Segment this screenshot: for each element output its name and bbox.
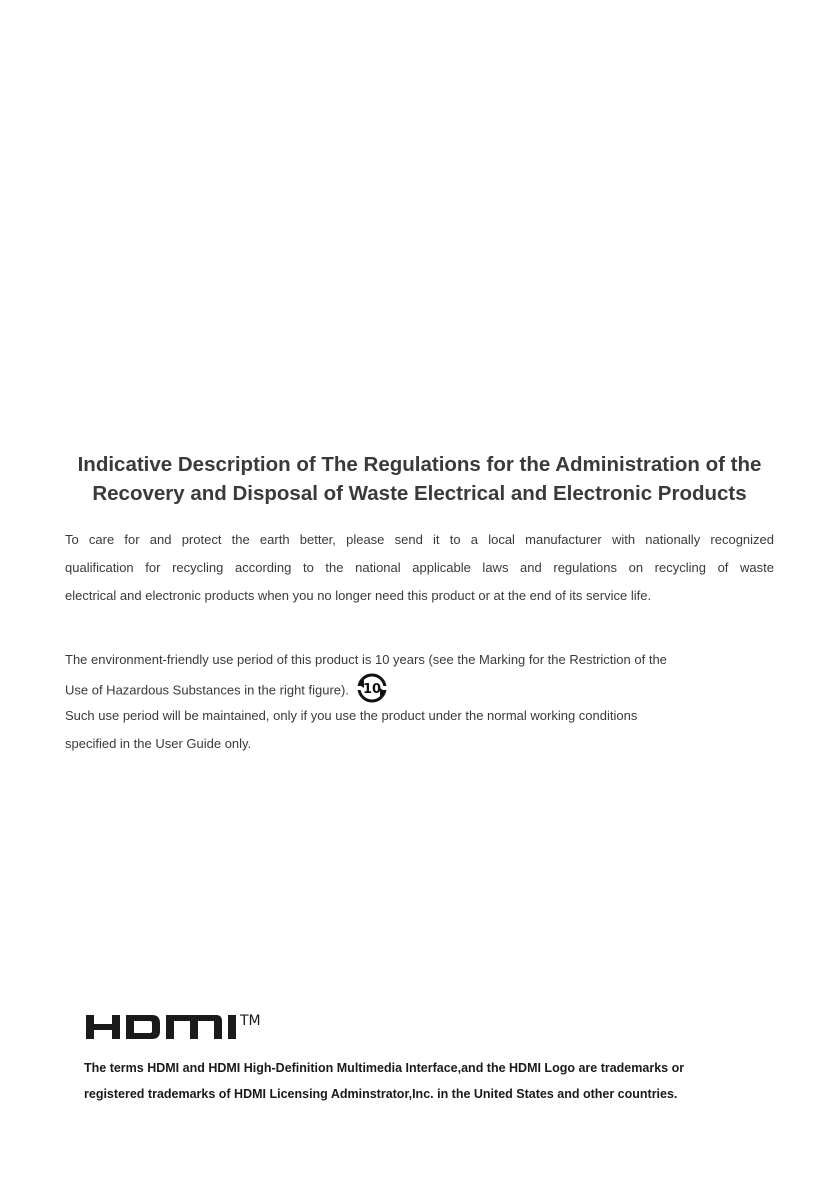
conditions-line-2: specified in the User Guide only. xyxy=(65,736,252,751)
title-line-1: Indicative Description of The Regulations for the Administration of the xyxy=(77,453,762,476)
recycling-line-1: To care for and protect the earth better, please send it to a local manufacturer with nationally recognized xyxy=(65,532,774,547)
conditions-paragraph xyxy=(65,702,765,758)
recycling-line-2: qualification for recycling according to the national applicable laws and regulations on recycling of waste xyxy=(65,560,774,575)
hdmi-notice-line-1: The terms HDMI and HDMI High-Definition Multimedia Interface,and the HDMI Logo are trademarks or xyxy=(84,1061,685,1075)
recycling-line-3: electrical and electronic products when you no longer need this product or at the end of its service life. xyxy=(65,588,652,603)
trademark-symbol: TM xyxy=(240,1013,261,1029)
use-period-line-2: Use of Hazardous Substances in the right figure). xyxy=(65,682,349,698)
use-period-line-1: The environment-friendly use period of this product is 10 years (see the Marking for the Restriction of the xyxy=(65,652,667,667)
efup-number: 10 xyxy=(362,682,382,697)
hdmi-trademark-notice xyxy=(84,1055,784,1107)
recycling-paragraph xyxy=(65,526,774,610)
hdmi-notice-line-2: registered trademarks of HDMI Licensing Adminstrator,Inc. in the United States and other countries. xyxy=(84,1087,678,1101)
title-line-2: Recovery and Disposal of Waste Electrical and Electronic Products xyxy=(92,482,747,505)
efup-recycle-icon xyxy=(355,671,389,705)
hdmi-logo xyxy=(84,1010,279,1046)
conditions-line-1: Such use period will be maintained, only if you use the product under the normal working conditions xyxy=(65,708,638,723)
use-period-paragraph xyxy=(65,646,765,708)
page-title xyxy=(40,450,799,508)
